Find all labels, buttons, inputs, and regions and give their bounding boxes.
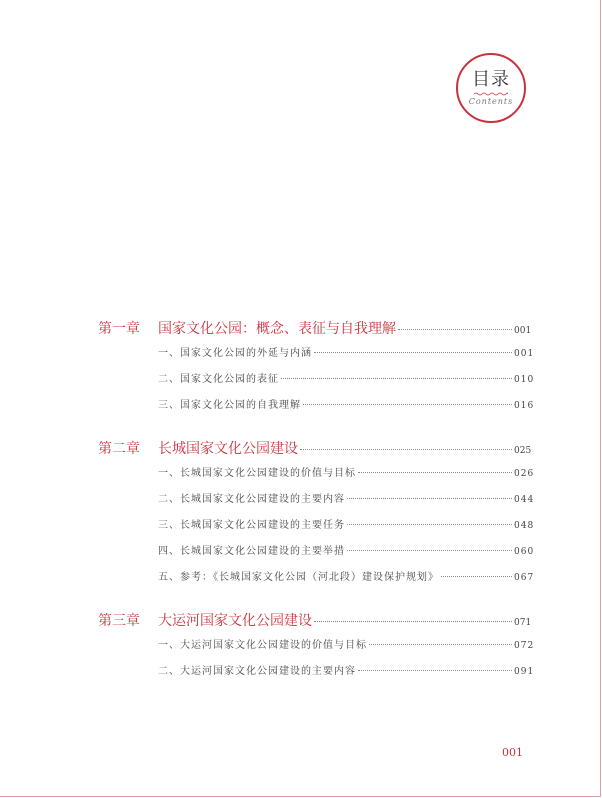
toc-section[interactable]	[98, 516, 535, 542]
page-number: 001	[514, 349, 535, 359]
section-title: 四、长城国家文化公园建设的主要举措	[158, 546, 345, 557]
page-number: 044	[514, 495, 535, 505]
chapter-number: 第二章	[98, 441, 140, 457]
contents-title: 目录	[472, 69, 510, 90]
toc-section[interactable]	[98, 344, 535, 370]
chapter-title: 大运河国家文化公园建设	[158, 613, 312, 629]
page-number: 026	[514, 469, 535, 479]
toc-section[interactable]	[98, 490, 535, 516]
section-title: 二、长城国家文化公园建设的主要内容	[158, 494, 345, 505]
dot-leader	[358, 472, 512, 473]
page-number: 060	[514, 547, 535, 557]
contents-subtitle: Contents	[468, 97, 514, 106]
table-of-contents	[98, 318, 535, 688]
toc-section[interactable]	[98, 396, 535, 422]
contents-badge	[456, 53, 526, 123]
toc-section[interactable]	[98, 370, 535, 396]
dot-leader	[300, 449, 512, 450]
toc-chapter-3[interactable]	[98, 610, 530, 636]
page-number: 091	[514, 667, 535, 677]
page-number: 016	[514, 401, 535, 411]
dot-leader	[314, 621, 512, 622]
dot-leader	[314, 352, 512, 353]
section-title: 三、国家文化公园的自我理解	[158, 400, 301, 411]
dot-leader	[347, 498, 512, 499]
toc-chapter-1[interactable]	[98, 318, 530, 344]
toc-section[interactable]	[98, 542, 535, 568]
dot-leader	[398, 329, 512, 330]
toc-chapter-2[interactable]	[98, 438, 530, 464]
page-number: 072	[514, 641, 535, 651]
dot-leader	[281, 378, 512, 379]
dot-leader	[347, 524, 512, 525]
chapter-gap	[98, 594, 530, 610]
page-number: 001	[514, 326, 532, 336]
dot-leader	[347, 550, 512, 551]
page-number: 067	[514, 573, 535, 583]
chapter-title: 国家文化公园：概念、表征与自我理解	[158, 321, 396, 337]
section-title: 一、长城国家文化公园建设的价值与目标	[158, 468, 356, 479]
folio-page-number: 001	[502, 746, 523, 759]
dot-leader	[369, 644, 512, 645]
chapter-gap	[98, 422, 530, 438]
dot-leader	[358, 670, 512, 671]
section-title: 一、大运河国家文化公园建设的价值与目标	[158, 640, 367, 651]
page-number: 025	[514, 446, 532, 456]
chapter-number: 第三章	[98, 613, 140, 629]
section-title: 三、长城国家文化公园建设的主要任务	[158, 520, 345, 531]
toc-section[interactable]	[98, 636, 535, 662]
toc-section[interactable]	[98, 464, 535, 490]
toc-section[interactable]	[98, 662, 535, 688]
page-number: 010	[514, 375, 535, 385]
chapter-number: 第一章	[98, 321, 140, 337]
section-title: 二、大运河国家文化公园建设的主要内容	[158, 666, 356, 677]
dot-leader	[303, 404, 512, 405]
page-number: 071	[514, 618, 532, 628]
section-title: 二、国家文化公园的表征	[158, 374, 279, 385]
page-number: 048	[514, 521, 535, 531]
wave-ornament-icon	[474, 92, 508, 96]
dot-leader	[441, 576, 512, 577]
toc-section[interactable]	[98, 568, 535, 594]
chapter-title: 长城国家文化公园建设	[158, 441, 298, 457]
section-title: 一、国家文化公园的外延与内涵	[158, 348, 312, 359]
section-title: 五、参考：《长城国家文化公园（河北段）建设保护规划》	[158, 572, 439, 583]
